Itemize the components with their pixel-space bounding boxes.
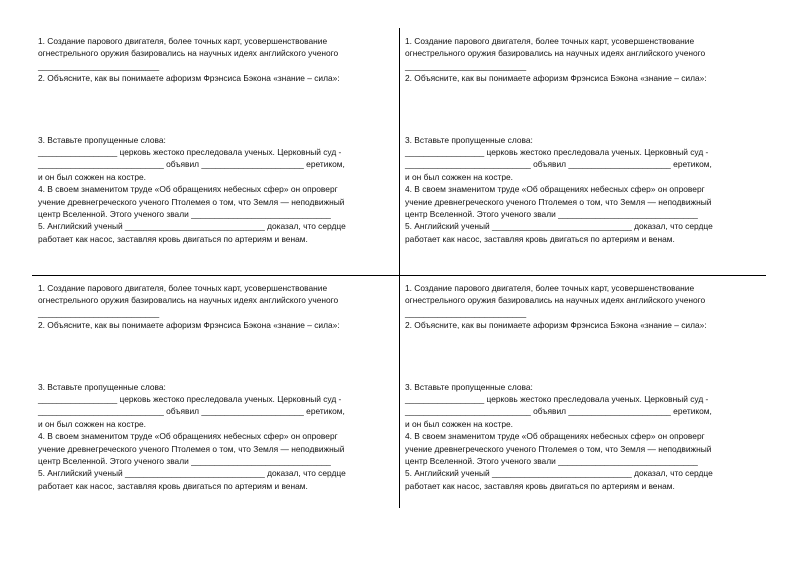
q3-title: 3. Вставьте пропущенные слова: [405, 381, 533, 392]
q1-line2: огнестрельного оружия базировались на научных идеях английского ученого [38, 48, 339, 59]
card-top-left [38, 35, 396, 245]
q4-line2: учение древнегреческого ученого Птолемея о том, что Земля — неподвижный [38, 196, 345, 207]
q4-line3: центр Вселенной. Этого ученого звали ______________________________ [38, 456, 331, 467]
q3-line2: ___________________________ объявил ______________________ еретиком, [38, 406, 345, 417]
q1-line2: огнестрельного оружия базировались на научных идеях английского ученого [405, 48, 706, 59]
q3-title: 3. Вставьте пропущенные слова: [405, 134, 533, 145]
q3-line1: _________________ церковь жестоко преследовала ученых. Церковный суд - [38, 394, 342, 405]
card-bottom-left [38, 282, 396, 492]
q1-blank: __________________________ [405, 307, 527, 318]
q4-line1: 4. В своем знаменитом труде «Об обращениях небесных сфер» он опроверг [405, 431, 705, 442]
q5-line2: работает как насос, заставляя кровь двигаться по артериям и венам. [38, 233, 308, 244]
q1-line1: 1. Создание парового двигателя, более точных карт, усовершенствование [38, 283, 328, 293]
answer-space [38, 332, 396, 381]
answer-space [38, 85, 396, 134]
q5-line1: 5. Английский ученый ______________________________ доказал, что сердце [405, 468, 713, 479]
q3-line2: ___________________________ объявил ______________________ еретиком, [38, 159, 345, 170]
q4-line3: центр Вселенной. Этого ученого звали ______________________________ [38, 209, 331, 220]
q3-line3: и он был сожжен на костре. [38, 418, 146, 429]
q2-text: 2. Объясните, как вы понимаете афоризм Фрэнсиса Бэкона «знание – сила»: [405, 73, 707, 84]
q3-line1: _________________ церковь жестоко преследовала ученых. Церковный суд - [405, 147, 709, 158]
q3-title: 3. Вставьте пропущенные слова: [38, 381, 166, 392]
q5-line2: работает как насос, заставляя кровь двигаться по артериям и венам. [405, 233, 675, 244]
q5-line1: 5. Английский ученый ______________________________ доказал, что сердце [38, 221, 346, 232]
q4-line1: 4. В своем знаменитом труде «Об обращениях небесных сфер» он опроверг [38, 431, 338, 442]
q3-line3: и он был сожжен на костре. [405, 171, 513, 182]
vertical-cut-line [399, 28, 400, 508]
q1-blank: __________________________ [405, 60, 527, 71]
q3-title: 3. Вставьте пропущенные слова: [38, 134, 166, 145]
q2-text: 2. Объясните, как вы понимаете афоризм Фрэнсиса Бэкона «знание – сила»: [38, 320, 340, 331]
horizontal-cut-line [32, 275, 766, 276]
q3-line3: и он был сожжен на костре. [405, 418, 513, 429]
answer-space [405, 85, 763, 134]
q4-line2: учение древнегреческого ученого Птолемея о том, что Земля — неподвижный [405, 196, 712, 207]
q3-line2: ___________________________ объявил ______________________ еретиком, [405, 406, 712, 417]
q3-line1: _________________ церковь жестоко преследовала ученых. Церковный суд - [405, 394, 709, 405]
q4-line2: учение древнегреческого ученого Птолемея о том, что Земля — неподвижный [405, 443, 712, 454]
q1-line1: 1. Создание парового двигателя, более точных карт, усовершенствование [38, 36, 328, 46]
q2-text: 2. Объясните, как вы понимаете афоризм Фрэнсиса Бэкона «знание – сила»: [405, 320, 707, 331]
q3-line3: и он был сожжен на костре. [38, 171, 146, 182]
q1-line2: огнестрельного оружия базировались на научных идеях английского ученого [38, 295, 339, 306]
q4-line3: центр Вселенной. Этого ученого звали ______________________________ [405, 209, 698, 220]
q1-line2: огнестрельного оружия базировались на научных идеях английского ученого [405, 295, 706, 306]
q5-line1: 5. Английский ученый ______________________________ доказал, что сердце [405, 221, 713, 232]
q4-line2: учение древнегреческого ученого Птолемея о том, что Земля — неподвижный [38, 443, 345, 454]
q1-line1: 1. Создание парового двигателя, более точных карт, усовершенствование [405, 36, 695, 46]
q3-line2: ___________________________ объявил ______________________ еретиком, [405, 159, 712, 170]
q2-text: 2. Объясните, как вы понимаете афоризм Фрэнсиса Бэкона «знание – сила»: [38, 73, 340, 84]
q1-blank: __________________________ [38, 307, 160, 318]
q3-line1: _________________ церковь жестоко преследовала ученых. Церковный суд - [38, 147, 342, 158]
q5-line2: работает как насос, заставляя кровь двигаться по артериям и венам. [405, 480, 675, 491]
q4-line1: 4. В своем знаменитом труде «Об обращениях небесных сфер» он опроверг [405, 184, 705, 195]
q5-line1: 5. Английский ученый ______________________________ доказал, что сердце [38, 468, 346, 479]
q1-line1: 1. Создание парового двигателя, более точных карт, усовершенствование [405, 283, 695, 293]
q4-line3: центр Вселенной. Этого ученого звали ______________________________ [405, 456, 698, 467]
answer-space [405, 332, 763, 381]
card-top-right [405, 35, 763, 245]
card-bottom-right [405, 282, 763, 492]
q5-line2: работает как насос, заставляя кровь двигаться по артериям и венам. [38, 480, 308, 491]
q1-blank: __________________________ [38, 60, 160, 71]
q4-line1: 4. В своем знаменитом труде «Об обращениях небесных сфер» он опроверг [38, 184, 338, 195]
